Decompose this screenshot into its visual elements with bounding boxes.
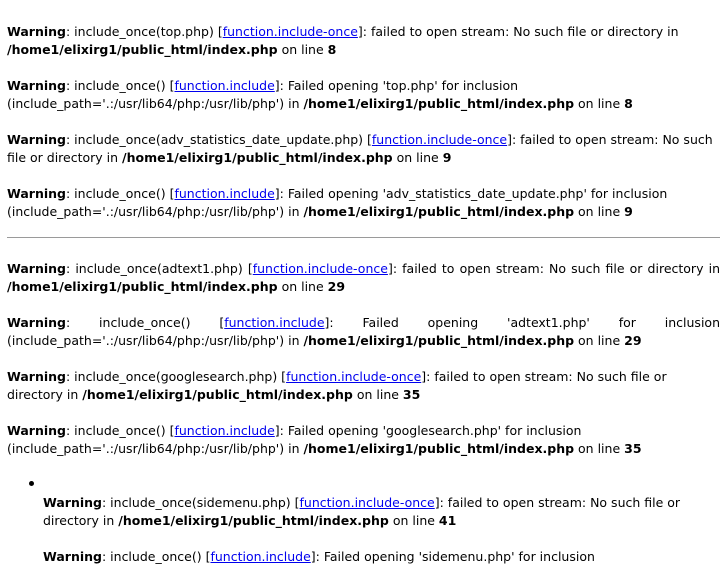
warning-text: ]: failed to open stream: No such file or directory in	[357, 24, 679, 39]
on-line-text: on line	[356, 387, 399, 402]
warning-text: : include_once(top.php) [	[65, 24, 223, 39]
warning-text: ]: Failed opening 'top.php' for inclusion (include_path='.:/usr/lib64/php:/usr/lib/php') in	[7, 78, 519, 111]
on-line-text: on line	[281, 279, 324, 294]
file-path: /home1/elixirg1/public_html/index.php	[122, 150, 393, 165]
on-line-text: on line	[578, 333, 621, 348]
warning-text: : include_once(googlesearch.php) [	[65, 369, 287, 384]
function-include-link[interactable]: function.include	[174, 423, 275, 438]
warning-label: Warning	[7, 423, 66, 438]
line-number: 8	[624, 96, 633, 111]
file-path: /home1/elixirg1/public_html/index.php	[118, 513, 389, 528]
on-line-text: on line	[578, 441, 621, 456]
on-line-text: on line	[281, 42, 324, 57]
warning-text: ]: failed to open stream: No such file or directory in	[387, 261, 720, 276]
warning-message	[7, 77, 720, 113]
function-include-once-link[interactable]: function.include-once	[222, 24, 358, 39]
warning-message	[7, 185, 720, 221]
function-include-link[interactable]: function.include	[210, 549, 311, 564]
function-include-once-link[interactable]: function.include-once	[252, 261, 388, 276]
warning-text: : include_once() [	[65, 315, 225, 330]
warning-text: ]: failed to open stream: No such file or directory in	[7, 369, 667, 402]
warning-label: Warning	[7, 369, 66, 384]
line-number: 9	[624, 204, 633, 219]
function-include-once-link[interactable]: function.include-once	[299, 495, 435, 510]
line-number: 29	[327, 279, 346, 294]
warning-text: : include_once() [	[101, 549, 211, 564]
on-line-text: on line	[578, 204, 621, 219]
line-number: 35	[402, 387, 421, 402]
on-line-text: on line	[392, 513, 435, 528]
warning-message	[43, 494, 720, 530]
warning-message	[7, 368, 720, 404]
warning-text: ]: failed to open stream: No such file or directory in	[7, 132, 713, 165]
warning-text: ]: Failed opening 'adtext1.php' for inclusion (include_path='.:/usr/lib64/php:/usr/lib/php') in	[7, 315, 720, 348]
warning-text: : include_once() [	[65, 186, 175, 201]
function-include-link[interactable]: function.include	[174, 78, 275, 93]
file-path: /home1/elixirg1/public_html/index.php	[303, 441, 575, 456]
warning-text: ]: Failed opening 'googlesearch.php' for inclusion (include_path='.:/usr/lib64/php:/usr/lib/php') in	[7, 423, 582, 456]
line-number: 41	[438, 513, 457, 528]
file-path: /home1/elixirg1/public_html/index.php	[303, 204, 575, 219]
function-include-once-link[interactable]: function.include-once	[286, 369, 422, 384]
line-number: 29	[624, 333, 642, 348]
warning-message	[7, 23, 720, 59]
function-include-link[interactable]: function.include	[224, 315, 325, 330]
warning-label: Warning	[7, 261, 66, 276]
warning-label: Warning	[43, 495, 102, 510]
file-path: /home1/elixirg1/public_html/index.php	[7, 42, 278, 57]
file-path: /home1/elixirg1/public_html/index.php	[7, 279, 278, 294]
on-line-text: on line	[396, 150, 439, 165]
warning-label: Warning	[7, 186, 66, 201]
warning-message	[7, 260, 720, 296]
line-number: 35	[624, 441, 642, 456]
on-line-text: on line	[578, 96, 621, 111]
function-include-once-link[interactable]: function.include-once	[371, 132, 508, 147]
warning-message	[7, 314, 720, 350]
warning-text: ]: failed to open stream: No such file or directory in	[43, 495, 681, 528]
warning-message	[43, 548, 720, 566]
warning-message	[7, 131, 720, 167]
warning-text: : include_once(sidemenu.php) [	[101, 495, 300, 510]
warning-label: Warning	[7, 78, 66, 93]
warning-text: ]: Failed opening 'sidemenu.php' for inclusion	[310, 549, 595, 564]
function-include-link[interactable]: function.include	[174, 186, 275, 201]
warning-label: Warning	[7, 24, 66, 39]
file-path: /home1/elixirg1/public_html/index.php	[82, 387, 353, 402]
bullet-list	[7, 476, 720, 566]
file-path: /home1/elixirg1/public_html/index.php	[303, 333, 575, 348]
warning-text: : include_once(adv_statistics_date_update.php) [	[65, 132, 372, 147]
warning-text: : include_once() [	[65, 423, 175, 438]
warning-text: : include_once(adtext1.php) [	[65, 261, 253, 276]
warning-text: : include_once() [	[65, 78, 175, 93]
list-item	[43, 476, 720, 566]
warning-message	[7, 422, 720, 458]
warning-label: Warning	[7, 132, 66, 147]
warning-label: Warning	[43, 549, 102, 564]
line-number: 9	[442, 150, 452, 165]
horizontal-divider	[7, 237, 720, 238]
line-number: 8	[327, 42, 337, 57]
warning-label: Warning	[7, 315, 66, 330]
warning-text: ]: Failed opening 'adv_statistics_date_update.php' for inclusion (include_path='.:/usr/lib64/php:/usr/lib/php') in	[7, 186, 668, 219]
file-path: /home1/elixirg1/public_html/index.php	[303, 96, 575, 111]
